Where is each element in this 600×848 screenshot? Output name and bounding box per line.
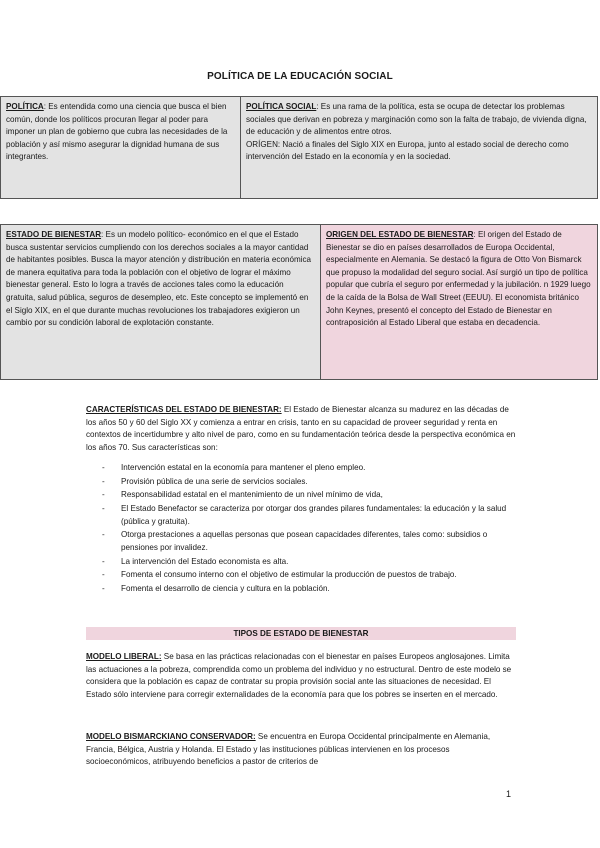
bullet: - bbox=[102, 570, 105, 580]
politica-label: POLÍTICA bbox=[6, 102, 44, 111]
list-item-text: Intervención estatal en la economía para mantener el pleno empleo. bbox=[121, 462, 366, 472]
modelo-bismarckiano-label: MODELO BISMARCKIANO CONSERVADOR: bbox=[86, 732, 256, 741]
list-item-text: El Estado Benefactor se caracteriza por otorgar dos grandes pilares fundamentales: la educación y la salud (pública y gratuita). bbox=[121, 503, 507, 526]
list-item bbox=[86, 569, 516, 582]
estado-bienestar-text: : Es un modelo político- económico en el que el Estado busca sustentar servicios cumpliendo con los derechos sociales a la mayor cantidad de habitantes posibles. Busca la mayor atención y distribución en materia económica de manera equitativa para toda la población con el objetivo de lograr el máximo bienestar general. Esto lo logra a través de acciones tales como la educación gratuita, salud pública, seguros de desempleo, etc. Este concepto se implementó en el Siglo XIX, en el que durante muchas revoluciones los trabajadores exigieron un cambio por su condición laboral de explotación constante. bbox=[6, 230, 312, 328]
politica-social-text: : Es una rama de la política, esta se ocupa de detectar los problemas sociales que derivan en pobreza y marginación como son la falta de trabajo, de vivienda digna, de educación y de alimentos entre otros. bbox=[246, 102, 587, 137]
list-item-text: Otorga prestaciones a aquellas personas que posean capacidades diferentes, tales como: subsidios o pensiones por invalidez. bbox=[121, 530, 488, 553]
definitions-row-1 bbox=[0, 96, 598, 199]
origen-estado-label: ORIGEN DEL ESTADO DE BIENESTAR bbox=[326, 230, 474, 239]
list-item-text: Provisión pública de una serie de servicios sociales. bbox=[121, 476, 308, 486]
bullet: - bbox=[102, 462, 105, 472]
caracteristicas-text: El Estado de Bienestar alcanza su madurez en las décadas de los años 50 y 60 del Siglo XX y comienza a entrar en crisis, tanto en su capacidad de proveer seguridad y renta en contextos de incertidumbre y alto nivel de paro, como en su fundamentación teórica desde la perspectiva económica en los años 70. Sus características son: bbox=[86, 405, 516, 453]
definitions-row-2 bbox=[0, 224, 598, 380]
caracteristicas-section bbox=[86, 404, 516, 597]
tipos-heading: TIPOS DE ESTADO DE BIENESTAR bbox=[86, 627, 516, 640]
modelo-liberal-paragraph bbox=[86, 651, 516, 702]
list-item bbox=[86, 462, 516, 475]
caracteristicas-label: CARACTERÍSTICAS DEL ESTADO DE BIENESTAR: bbox=[86, 405, 282, 414]
list-item bbox=[86, 529, 516, 554]
list-item-text: Fomenta el consumo interno con el objetivo de estimular la producción de puestos de trabajo. bbox=[121, 570, 457, 580]
origen-estado-text: : El origen del Estado de Bienestar se dio en países desarrollados de Europa Occidental, especialmente en Alemania. Se destacó la figura de Otto Von Bismarck que propuso la modalidad del seguro social. Así surgió un tipo de política popular que cubría el seguro por enfermedad y la jubilación. n 1929 luego de la caída de la Bolsa de Wall Street (EEUU). El economista británico John Keynes, presentó el concepto del Estado de Bienestar en contraposición al Estado Liberal que estaba en decadencia. bbox=[326, 230, 591, 328]
origen-estado-cell bbox=[321, 225, 597, 379]
list-item-text: Fomenta el desarrollo de ciencia y cultura en la población. bbox=[121, 584, 330, 594]
bullet: - bbox=[102, 476, 105, 486]
estado-bienestar-label: ESTADO DE BIENESTAR bbox=[6, 230, 102, 239]
bullet: - bbox=[102, 490, 105, 500]
bullet: - bbox=[102, 556, 105, 566]
politica-text: : Es entendida como una ciencia que busca el bien común, donde los políticos procuran llegar al poder para imponer un plan de gobierno que cubra las necesidades de la población y así mismo asegurar la dignidad humana de sus integrantes. bbox=[6, 102, 228, 162]
list-item bbox=[86, 556, 516, 569]
list-item bbox=[86, 489, 516, 502]
page-number: 1 bbox=[506, 789, 512, 799]
politica-social-origen: ORÍGEN: Nació a finales del Siglo XIX en Europa, junto al estado social de derecho como intervención del Estado en la economía y en la sociedad. bbox=[246, 139, 569, 162]
modelo-bismarckiano-paragraph bbox=[86, 731, 516, 769]
politica-cell bbox=[1, 97, 241, 198]
page-title: POLÍTICA DE LA EDUCACIÓN SOCIAL bbox=[207, 71, 393, 82]
list-item-text: La intervención del Estado economista es alta. bbox=[121, 556, 289, 566]
modelo-liberal-text: Se basa en las prácticas relacionadas con el bienestar en países Europeos anglosajones. Limita las actuaciones a la pobreza, comprendida como un problema del individuo y no estructural. Dentro de este modelo se considera que la población es capaz de contratar su propia provisión social ante las situaciones de necesidad. El Estado sólo interviene para corregir externalidades de la economía para que los pobres se inserten en el mercado. bbox=[86, 652, 512, 700]
bullet: - bbox=[102, 503, 105, 513]
modelo-bismarckiano-text: Se encuentra en Europa Occidental principalmente en Alemania, Francia, Bélgica, Austria y Holanda. El Estado y las instituciones públicas intervienen en los procesos socioeconómicos, atribuyendo beneficios a pastor de criterios de bbox=[86, 732, 491, 767]
list-item bbox=[86, 476, 516, 489]
caracteristicas-paragraph bbox=[86, 404, 516, 455]
estado-bienestar-cell bbox=[1, 225, 321, 379]
list-item bbox=[86, 583, 516, 596]
politica-social-cell bbox=[241, 97, 597, 198]
bullet: - bbox=[102, 530, 105, 540]
caracteristicas-list bbox=[86, 462, 516, 596]
politica-social-label: POLÍTICA SOCIAL bbox=[246, 102, 317, 111]
bullet: - bbox=[102, 584, 105, 594]
modelo-liberal-label: MODELO LIBERAL: bbox=[86, 652, 162, 661]
list-item bbox=[86, 503, 516, 528]
list-item-text: Responsabilidad estatal en el mantenimiento de un nivel mínimo de vida, bbox=[121, 490, 383, 500]
